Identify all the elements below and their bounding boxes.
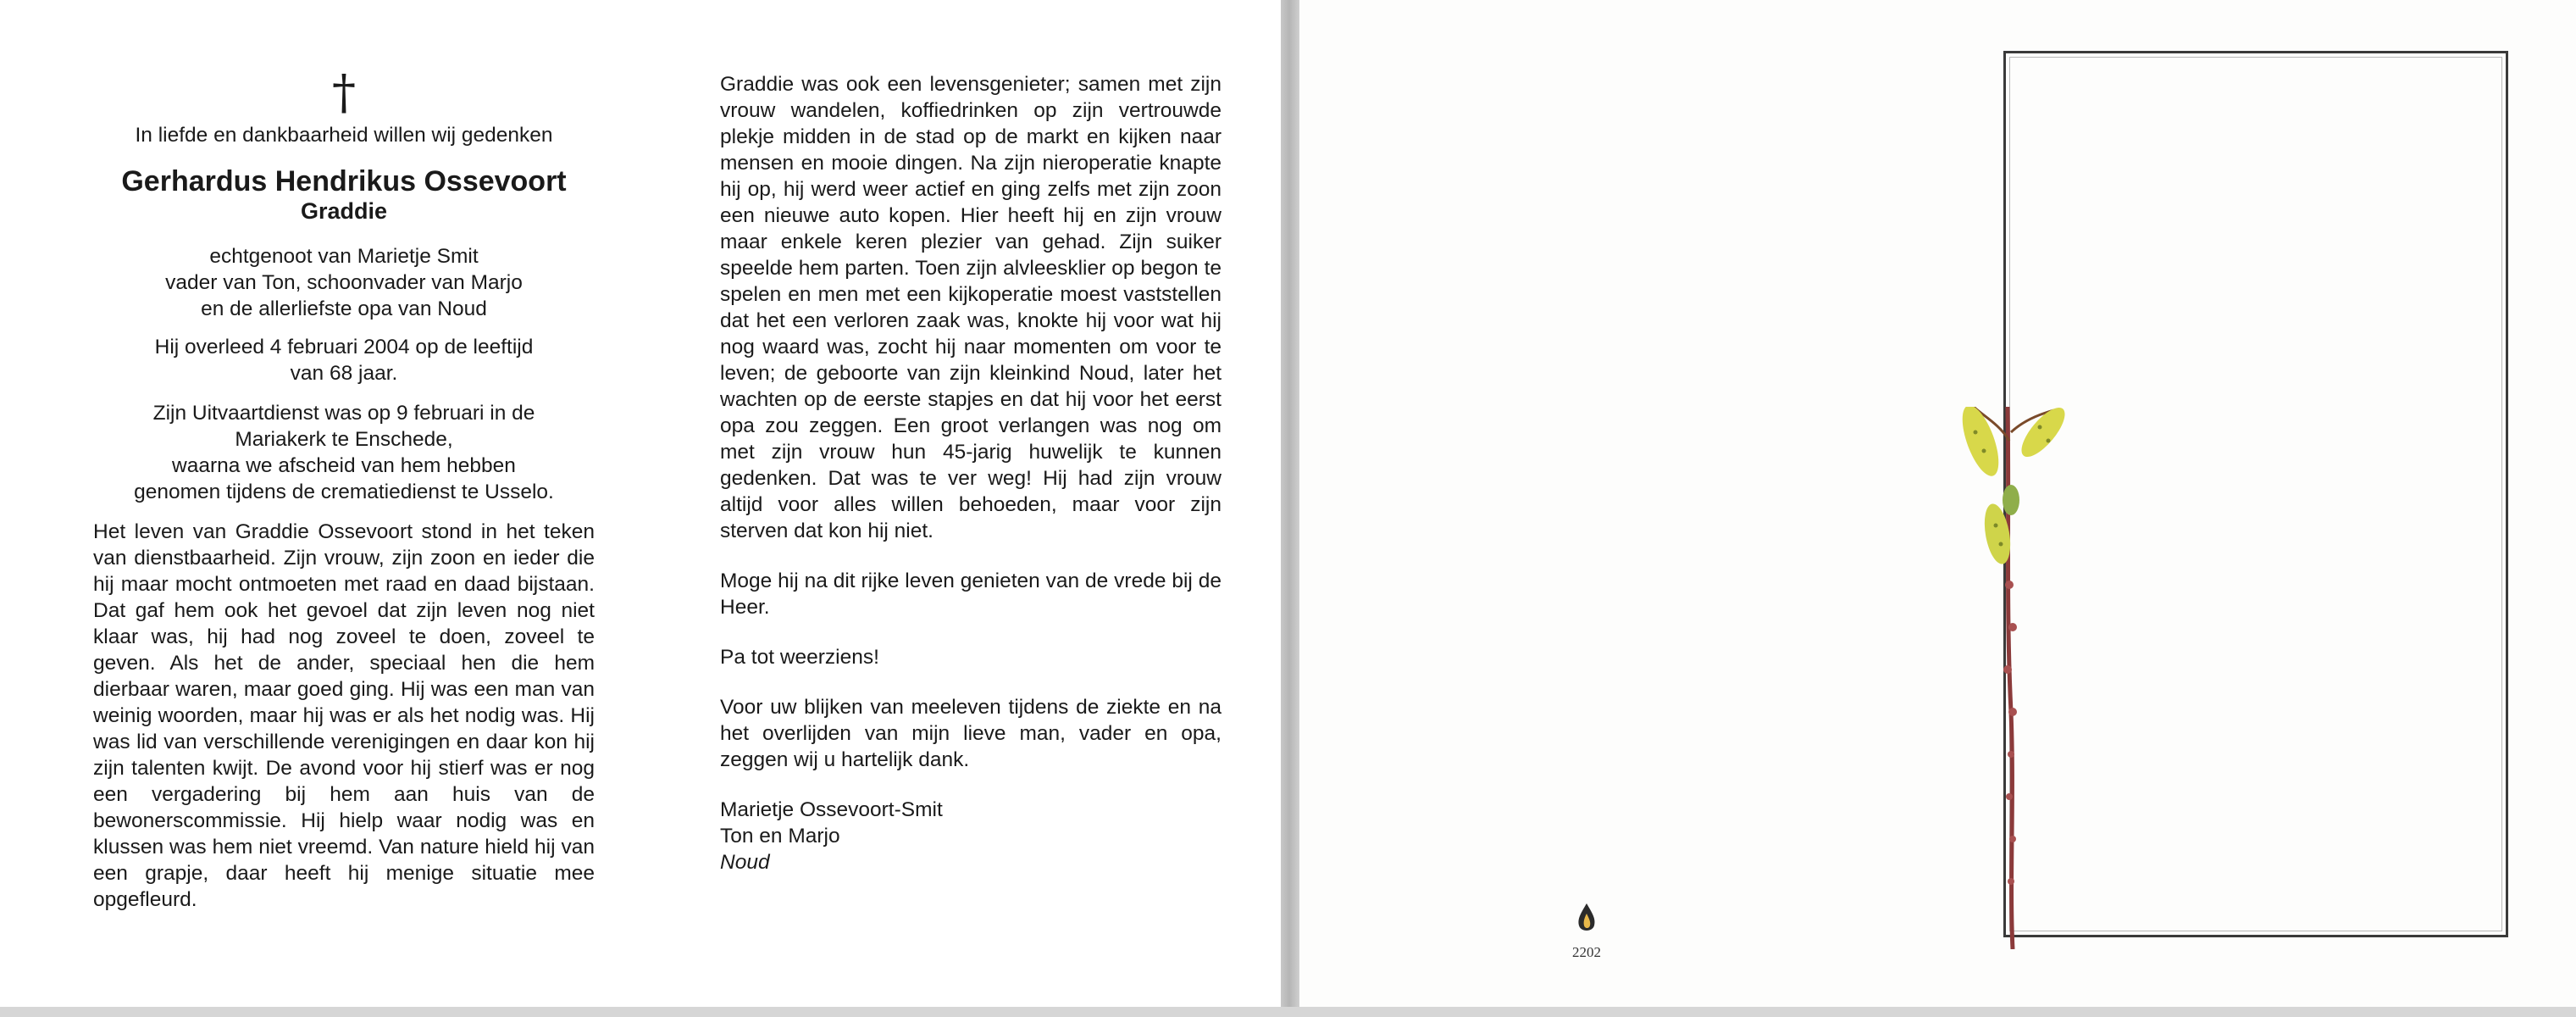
willow-branch-illustration [1948,407,2101,949]
card-code: 2202 [1572,944,1601,960]
service-line: Mariakerk te Enschede, [235,428,453,451]
cross-icon: † [332,65,356,120]
deceased-name: Gerhardus Hendrikus Ossevoort [121,165,567,197]
service-line: waarna we afscheid van hem hebben [172,454,516,477]
signature-line: Noud [720,851,770,874]
service-line: genomen tijdens de crematiedienst te Usselo. [134,481,554,503]
card-inside-left-page [0,0,1281,1007]
funeral-service-info [93,400,595,505]
blessing-paragraph: Moge hij na dit rijke leven genieten van de vrede bij de Heer. [720,570,1222,619]
flame-logo-icon [1574,902,1599,936]
death-notice [93,334,595,386]
relation-line: en de allerliefste opa van Noud [201,297,487,320]
obituary-left-column [93,65,595,913]
thanks-paragraph: Voor uw blijken van meeleven tijdens de ziekte en na het overlijden van mijn lieve man, vader en opa, zeggen wij u hartelijk dank. [720,696,1222,771]
scan-edge [0,1007,2576,1017]
card-fold [1281,0,1299,1017]
family-relations [93,243,595,322]
death-line: van 68 jaar. [290,362,398,385]
signature-line: Marietje Ossevoort-Smit [720,798,943,821]
farewell-line: Pa tot weerziens! [720,646,879,669]
biography-paragraph: Het leven van Graddie Ossevoort stond in het teken van dienstbaarheid. Zijn vrouw, zijn zoon en ieder die hij maar mocht ontmoeten met raad en daad bijstaan. Dat gaf hem ook het gevoel dat zijn leven nog niet klaar was, hij had nog zoveel te doen, zoveel te geven. Als het de ander, speciaal hen die hem dierbaar waren, maar goed ging. Hij was een man van weinig woorden, maar hij was er als het nodig was. Hij was lid van verschillende verenigingen en daar kon hij zijn talenten kwijt. De avond voor hij stierf was er nog een vergadering bij hem aan huis van de bewonerscommissie. Hij hielp waar nodig was en klussen was hem niet vreemd. Van nature hield hij van een grapje, daar heeft hij menige situatie mee opgefleurd. [93,520,595,911]
obituary-right-column [720,71,1222,875]
intro-text: In liefde en dankbaarheid willen wij gedenken [135,124,553,147]
signature-line: Ton en Marjo [720,825,840,848]
relation-line: echtgenoot van Marietje Smit [209,245,479,268]
relation-line: vader van Ton, schoonvader van Marjo [165,271,523,294]
deceased-nickname: Graddie [300,198,388,224]
life-paragraph: Graddie was ook een levensgenieter; samen met zijn vrouw wandelen, koffiedrinken op zijn vertrouwde plekje midden in de stad op de markt en kijken naar mensen en mooie dingen. Na zijn nieroperatie knapte hij op, hij werd weer actief en ging zelfs met zijn zoon een nieuwe auto kopen. Hier heeft hij en zijn vrouw maar enkele keren plezier van gehad. Zijn suiker speelde hem parten. Toen zijn alvleesklier op begon te spelen en men met een kijkoperatie moest vaststellen dat het een verloren zaak was, knokte hij voor wat hij nog waard was, zocht hij naar momenten om voor te leven; de geboorte van zijn kleinkind Noud, later het wachten op de eerste stapjes en dat hij voor het eerst opa zou zeggen. Een groot verlangen was nog om met zijn vrouw hun 45-jarig huwelijk te kunnen gedenken. Dat was te ver weg! Hij had zijn vrouw altijd voor alles willen behoeden, maar voor zijn sterven dat kon hij niet. [720,73,1222,542]
signatures [720,797,1222,875]
death-line: Hij overleed 4 februari 2004 op de leeftijd [154,336,534,358]
service-line: Zijn Uitvaartdienst was op 9 februari in de [152,402,535,425]
